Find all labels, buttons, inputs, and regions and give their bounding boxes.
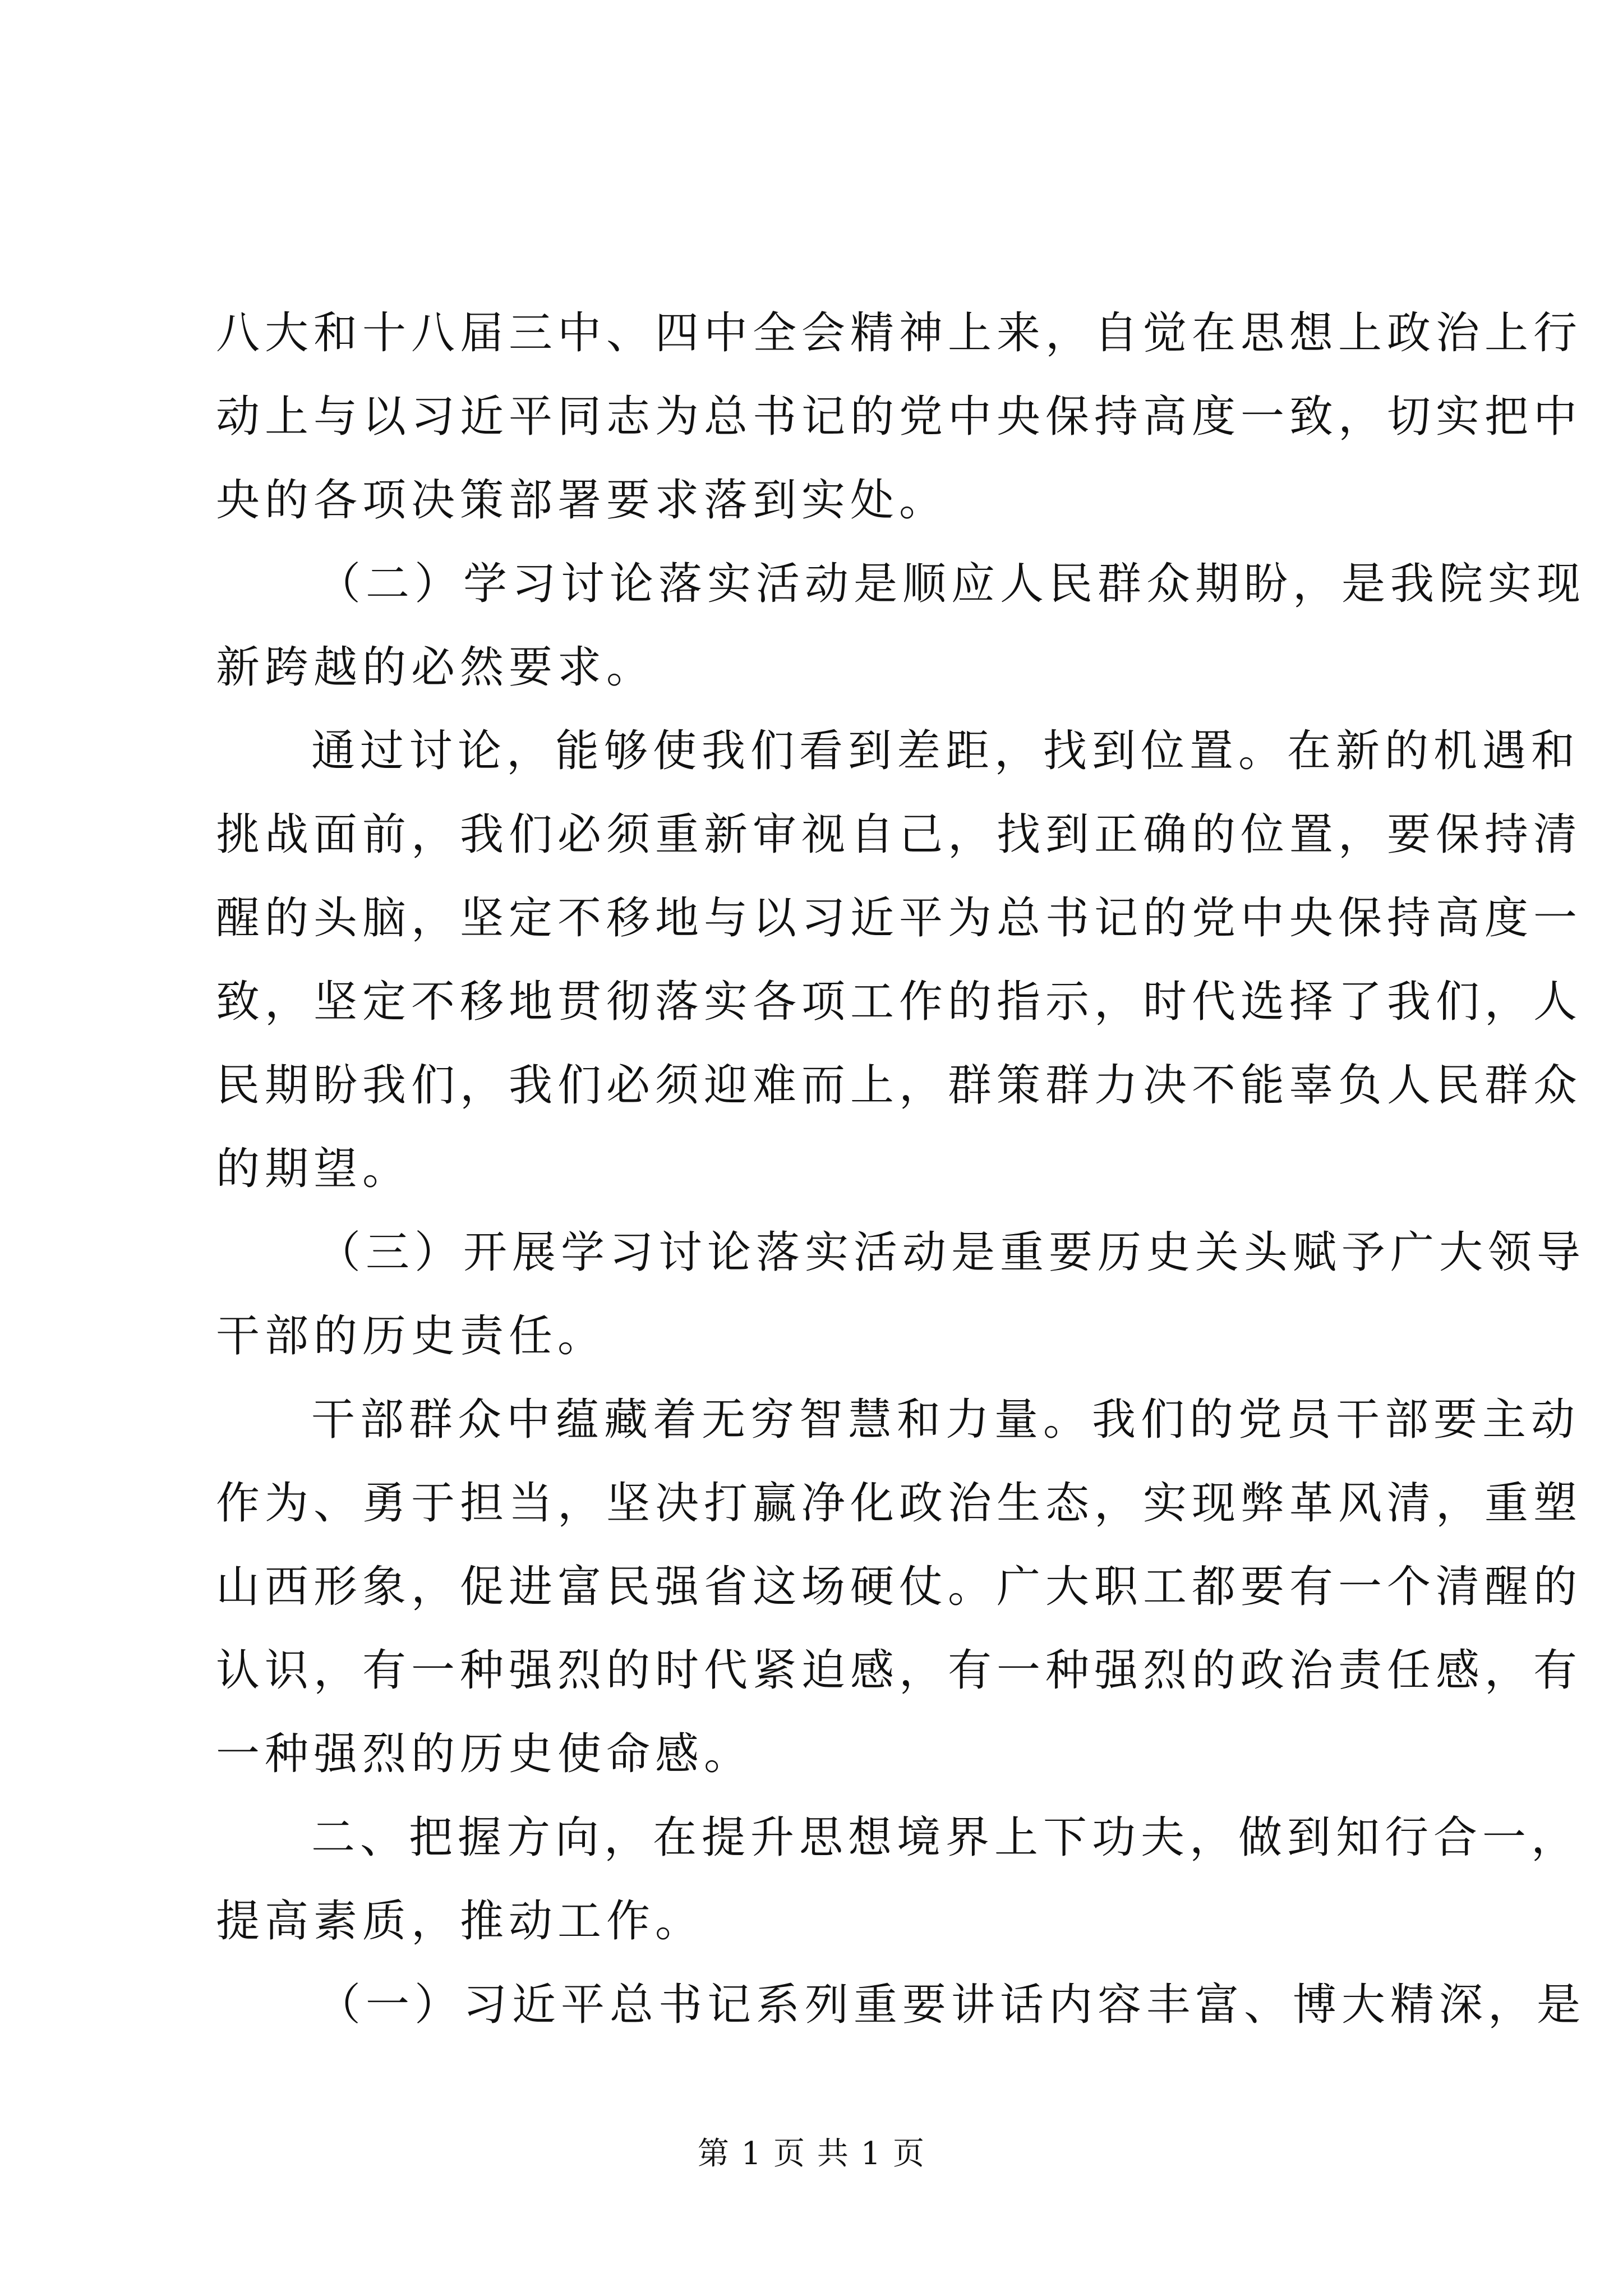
section-heading-1: （一）习近平总书记系列重要讲话内容丰富、博大精深，是 — [317, 1980, 1586, 2030]
text-line-11: 的期望。 — [216, 1144, 412, 1194]
text-line-7: 挑战面前，我们必须重新审视自己，找到正确的位置，要保持清 — [216, 809, 1583, 860]
text-line-1: 八大和十八届三中、四中全会精神上来，自觉在思想上政治上行 — [216, 308, 1583, 358]
text-line-18: 一种强烈的历史使命感。 — [216, 1729, 753, 1779]
section-heading-2: （二）学习讨论落实活动是顺应人民群众期盼，是我院实现 — [317, 559, 1586, 609]
text-line-2: 动上与以习近平同志为总书记的党中央保持高度一致，切实把中 — [216, 392, 1583, 442]
text-line-16: 山西形象，促进富民强省这场硬仗。广大职工都要有一个清醒的 — [216, 1562, 1583, 1612]
document-body — [216, 292, 1586, 2047]
text-line-13: 干部的历史责任。 — [216, 1311, 607, 1361]
text-line-3: 央的各项决策部署要求落到实处。 — [216, 475, 948, 526]
text-line-10: 民期盼我们，我们必须迎难而上，群策群力决不能辜负人民群众 — [216, 1060, 1583, 1111]
text-line-9: 致，坚定不移地贯彻落实各项工作的指示，时代选择了我们，人 — [216, 977, 1583, 1027]
paragraph-start: 通过讨论，能够使我们看到差距，找到位置。在新的机遇和 — [311, 726, 1580, 776]
text-line-20: 提高素质，推动工作。 — [216, 1896, 704, 1947]
text-line-8: 醒的头脑，坚定不移地与以习近平为总书记的党中央保持高度一 — [216, 893, 1583, 944]
paragraph-start: 干部群众中蕴藏着无穷智慧和力量。我们的党员干部要主动 — [311, 1395, 1580, 1445]
text-line-17: 认识，有一种强烈的时代紧迫感，有一种强烈的政治责任感，有 — [216, 1645, 1583, 1696]
major-section-heading: 二、把握方向，在提升思想境界上下功夫，做到知行合一， — [311, 1812, 1580, 1863]
text-line-5: 新跨越的必然要求。 — [216, 642, 656, 693]
text-line-15: 作为、勇于担当，坚决打赢净化政治生态，实现弊革风清，重塑 — [216, 1478, 1583, 1529]
page-number-footer: 第 1 页 共 1 页 — [697, 2136, 926, 2172]
section-heading-3: （三）开展学习讨论落实活动是重要历史关头赋予广大领导 — [317, 1227, 1586, 1278]
